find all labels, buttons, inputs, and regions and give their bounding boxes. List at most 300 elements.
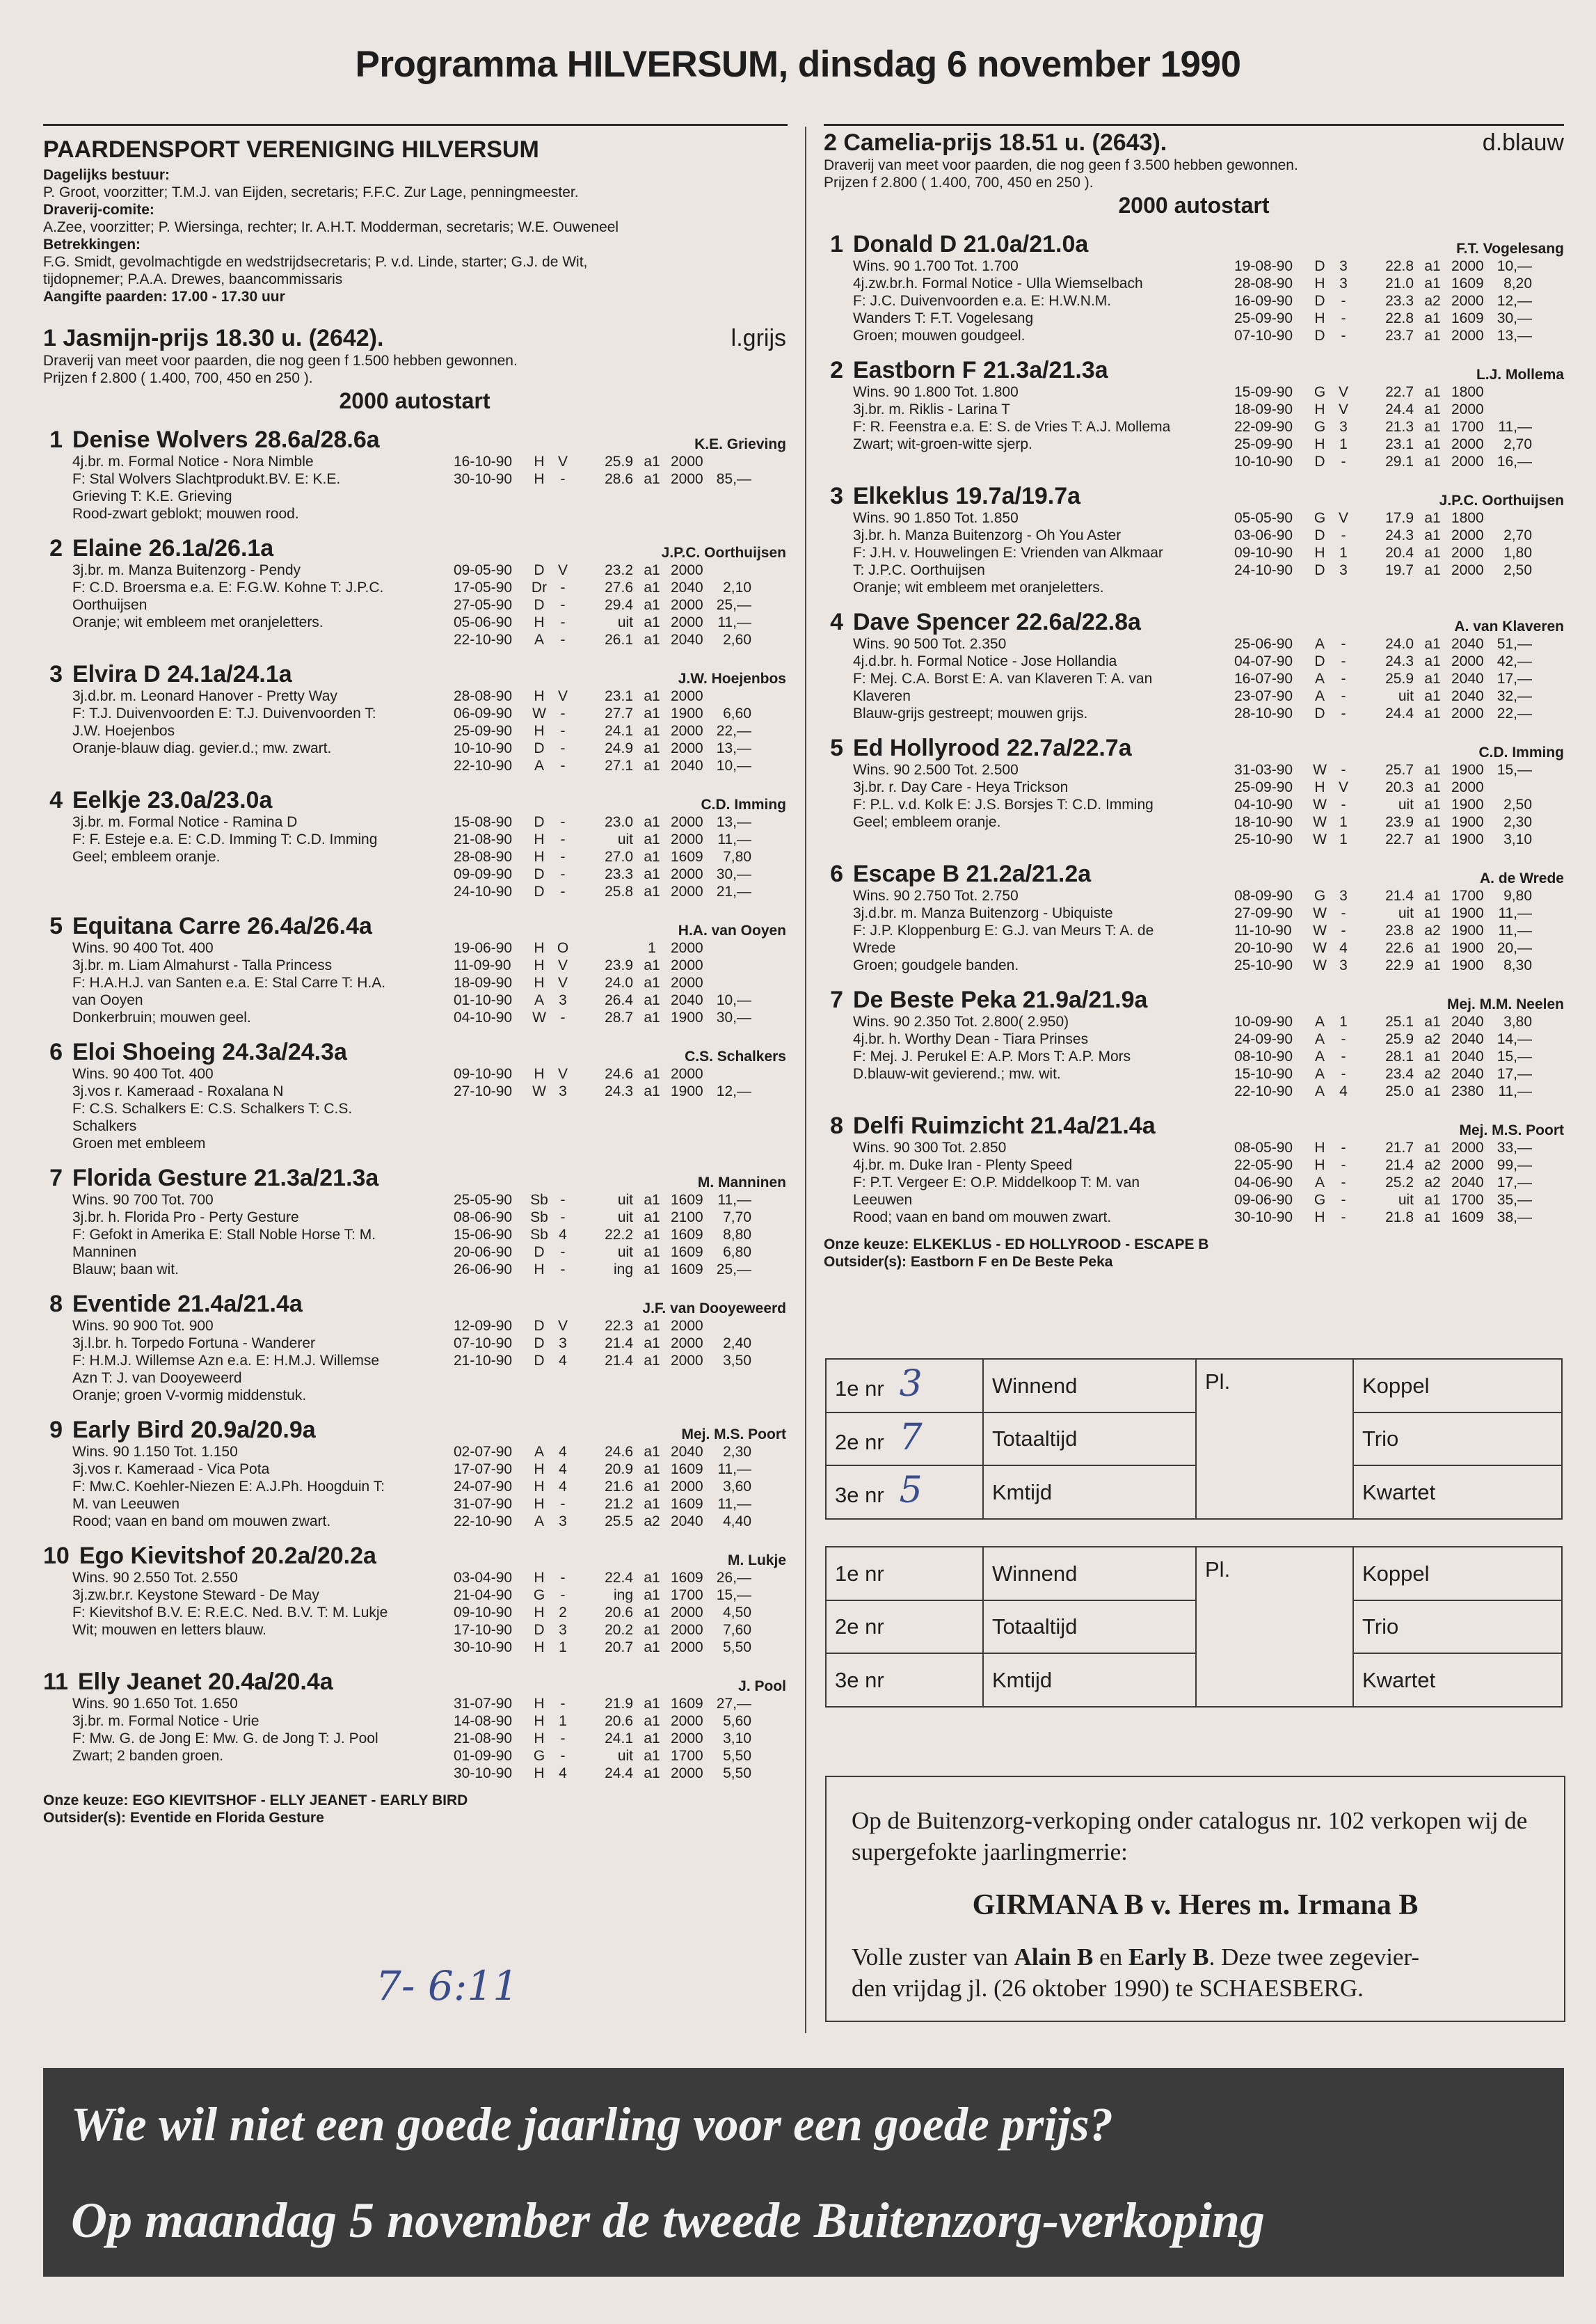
horse-info: [72, 813, 454, 900]
form-cell: 9,80: [1503, 888, 1532, 904]
form-cell: 4: [1339, 940, 1348, 956]
form-cell: 24-09-90: [1234, 1031, 1293, 1047]
scorecard-row: [826, 1653, 1562, 1707]
form-cell: 31-07-90: [454, 1696, 513, 1712]
form-cell: uit: [1398, 1192, 1414, 1208]
form-cell: [576, 1730, 591, 1747]
form-cell: [1357, 453, 1372, 470]
race-2: [824, 129, 1564, 1271]
form-row: [1234, 383, 1532, 401]
form-cell: [576, 687, 591, 705]
horse-entry: [43, 1543, 786, 1656]
form-cell: a1: [644, 1444, 660, 1460]
horse-entry: [824, 609, 1564, 722]
form-cell: [1487, 509, 1532, 527]
form-cell: a1: [1424, 1209, 1441, 1225]
form-cell: 08-06-90: [454, 1209, 513, 1225]
form-cell: 28-08-90: [454, 849, 513, 865]
form-cell: 22,—: [1497, 706, 1532, 722]
form-cell: 25.1: [1385, 1014, 1414, 1030]
form-cell: 24.9: [605, 740, 633, 756]
form-cell: 23-07-90: [1234, 688, 1293, 704]
form-cell: A: [1314, 636, 1325, 652]
form-cell: 01-09-90: [454, 1748, 513, 1764]
form-cell: 17-10-90: [454, 1622, 513, 1638]
form-cell: 24-07-90: [454, 1479, 513, 1495]
form-cell: 22.6: [1385, 940, 1414, 956]
form-cell: A: [1314, 1049, 1325, 1065]
form-cell: -: [560, 1244, 566, 1260]
form-cell: V: [557, 1318, 568, 1334]
form-cell: 24-10-90: [1234, 562, 1293, 578]
horse-trainer: J.P.C. Oorthuijsen: [661, 545, 786, 561]
horse-info-line: 3j.br. m. Riklis - Larina T: [853, 401, 1011, 417]
form-cell: [1357, 779, 1372, 796]
form-row: [1234, 761, 1532, 779]
form-cell: a1: [1424, 527, 1441, 543]
form-row: [454, 1765, 751, 1782]
horse-info-line: Blauw-grijs gestreept; mouwen grijs.: [853, 706, 1088, 722]
form-cell: 2000: [671, 614, 703, 630]
horse-name-text: Early Bird 20.9a/20.9a: [72, 1417, 316, 1443]
form-cell: 4: [559, 1479, 567, 1495]
form-cell: 22.4: [605, 1570, 633, 1586]
form-cell: -: [560, 471, 566, 487]
horse-info-line: Wins. 90 1.150 Tot. 1.150: [72, 1444, 238, 1460]
form-cell: 15-09-90: [1234, 384, 1293, 400]
form-cell: 2040: [1451, 1175, 1484, 1191]
form-cell: 3: [1339, 957, 1348, 973]
form-row: [1234, 1156, 1532, 1174]
form-row: [1234, 275, 1532, 292]
horse-form: [454, 687, 751, 774]
horse-info-line: F: H.A.H.J. van Santen e.a. E: Stal Carre T: H.A.: [72, 975, 386, 991]
form-cell: 3,60: [723, 1479, 751, 1495]
form-cell: [1357, 1209, 1372, 1226]
form-cell: a1: [644, 1244, 660, 1260]
horse-info-line: 3j.br. h. Florida Pro - Perty Gesture: [72, 1209, 299, 1225]
form-cell: [1357, 939, 1372, 957]
horse-name: [43, 1543, 376, 1569]
form-cell: H: [1314, 276, 1325, 292]
scorecard-position-label: 2e nr: [835, 1614, 884, 1639]
form-cell: [1357, 1156, 1372, 1174]
form-cell: [576, 1261, 591, 1278]
form-cell: -: [1341, 310, 1346, 326]
form-cell: 1900: [671, 1010, 703, 1026]
form-row: [1234, 1083, 1532, 1100]
form-cell: a1: [644, 1605, 660, 1621]
form-cell: a1: [644, 1587, 660, 1603]
form-cell: [1357, 562, 1372, 579]
form-cell: 3: [1339, 562, 1348, 578]
form-cell: H: [1314, 1157, 1325, 1173]
form-row: [454, 1335, 751, 1352]
form-cell: uit: [617, 1244, 633, 1260]
form-cell: a1: [1424, 957, 1441, 973]
horse-info-line: F: C.D. Broersma e.a. E: F.G.W. Kohne T: J.P.C.: [72, 580, 384, 596]
form-cell: 3: [559, 1513, 567, 1529]
form-cell: A: [1314, 1175, 1325, 1191]
horse-body: [43, 562, 786, 648]
horse-number: 3: [49, 661, 63, 687]
form-cell: 21.7: [1385, 1140, 1414, 1156]
form-cell: 19-08-90: [1234, 258, 1293, 274]
form-cell: 21.2: [605, 1496, 633, 1512]
form-cell: 7,70: [723, 1209, 751, 1225]
form-cell: -: [1341, 706, 1346, 722]
form-cell: 29.1: [1385, 454, 1414, 470]
form-row: [454, 1317, 751, 1335]
form-cell: 10,—: [1497, 258, 1532, 274]
form-cell: 3: [559, 1335, 567, 1351]
form-cell: H: [534, 614, 545, 630]
form-cell: G: [1314, 888, 1326, 904]
form-cell: 25-05-90: [454, 1192, 513, 1208]
form-cell: H: [1314, 1140, 1325, 1156]
handwritten-number: 5: [899, 1470, 923, 1511]
form-cell: 24.0: [605, 975, 633, 991]
outsiders: Outsider(s): Eastborn F en De Beste Peka: [824, 1254, 1113, 1270]
form-cell: 2000: [1451, 562, 1484, 578]
form-cell: -: [1341, 1157, 1346, 1173]
horse-info-line: Wins. 90 1.650 Tot. 1.650: [72, 1696, 238, 1712]
form-cell: 16-09-90: [1234, 293, 1293, 309]
horse-info-line: Donkerbruin; mouwen geel.: [72, 1010, 251, 1026]
form-cell: [576, 1352, 591, 1369]
form-cell: 20.2: [605, 1622, 633, 1638]
form-cell: [576, 596, 591, 614]
form-cell: -: [1341, 1049, 1346, 1065]
horse-info-line: F: Mw. G. de Jong E: Mw. G. de Jong T: J. Pool: [72, 1730, 378, 1746]
form-cell: a1: [644, 1765, 660, 1781]
form-cell: a1: [1424, 940, 1441, 956]
horse-info-line: T: J.P.C. Oorthuijsen: [853, 562, 985, 578]
form-cell: a1: [1424, 706, 1441, 722]
horse-number: 7: [830, 987, 843, 1013]
form-row: [1234, 327, 1532, 344]
form-cell: 26.4: [605, 992, 633, 1008]
form-cell: 7,80: [723, 849, 751, 865]
form-cell: 2040: [671, 1513, 703, 1529]
form-cell: 17,—: [1497, 1066, 1532, 1082]
form-cell: [1357, 957, 1372, 974]
form-row: [454, 1747, 751, 1765]
form-cell: [1357, 527, 1372, 544]
form-cell: 3: [559, 992, 567, 1008]
form-cell: 11,—: [1498, 419, 1532, 435]
form-cell: uit: [617, 614, 633, 630]
form-cell: 1: [1339, 545, 1348, 561]
horse-info-line: F: F. Esteje e.a. E: C.D. Imming T: C.D. Imming: [72, 831, 378, 847]
form-row: [454, 957, 751, 974]
form-row: [1234, 1013, 1532, 1030]
form-cell: a1: [644, 723, 660, 739]
race-title: 2 Camelia-prijs 18.51 u. (2643).: [824, 129, 1167, 156]
form-row: [1234, 1065, 1532, 1083]
horse-info-line: J.W. Hoejenbos: [72, 723, 175, 739]
horse-number: 10: [43, 1543, 70, 1569]
form-cell: a1: [644, 1479, 660, 1495]
form-cell: 30,—: [1497, 310, 1532, 326]
form-cell: [576, 813, 591, 831]
form-cell: H: [1314, 401, 1325, 417]
form-cell: 24.3: [1385, 527, 1414, 543]
form-cell: D: [534, 1353, 545, 1369]
form-cell: 25.8: [605, 884, 633, 900]
form-cell: H: [534, 454, 545, 470]
form-cell: a1: [644, 992, 660, 1008]
form-cell: a1: [644, 1083, 660, 1099]
horse-name: [824, 483, 1080, 509]
form-cell: [576, 1191, 591, 1209]
form-cell: 14-08-90: [454, 1713, 513, 1729]
form-row: [454, 1639, 751, 1656]
horse-entry: [43, 1165, 786, 1278]
horse-number: 4: [830, 609, 843, 635]
horse-info-line: Wins. 90 400 Tot. 400: [72, 1066, 214, 1082]
form-cell: 21,—: [716, 884, 751, 900]
horse-info-line: Manninen: [72, 1244, 137, 1260]
form-cell: 07-10-90: [1234, 328, 1293, 344]
form-cell: a1: [1424, 436, 1441, 452]
form-cell: 04-10-90: [1234, 797, 1293, 813]
horse-name-text: Elly Jeanet 20.4a/20.4a: [77, 1669, 333, 1695]
form-cell: [576, 1065, 591, 1083]
form-cell: [1357, 383, 1372, 401]
form-cell: [1357, 1139, 1372, 1156]
form-cell: 2040: [1451, 1014, 1484, 1030]
horse-name: [824, 357, 1108, 383]
horse-name: [824, 1113, 1156, 1139]
horse-info-line: van Ooyen: [72, 992, 143, 1008]
horse-info-line: Groen met embleem: [72, 1136, 206, 1152]
form-cell: 13,—: [1497, 328, 1532, 344]
form-cell: a1: [1424, 384, 1441, 400]
form-row: [1234, 670, 1532, 687]
form-cell: a1: [1424, 510, 1441, 526]
form-cell: -: [1341, 1140, 1346, 1156]
form-cell: [1357, 1048, 1372, 1065]
form-cell: uit: [617, 1209, 633, 1225]
scorecard-bet: Kwartet: [1353, 1465, 1562, 1519]
horse-header: [43, 1165, 786, 1191]
form-cell: [1357, 761, 1372, 779]
form-cell: a1: [644, 632, 660, 648]
horse-form: [454, 1317, 751, 1404]
form-row: [454, 1495, 751, 1513]
association-line: P. Groot, voorzitter; T.M.J. van Eijden, secretaris; F.F.C. Zur Lage, penningmeester.: [43, 184, 579, 200]
scorecard-position-label: 3e nr: [835, 1667, 884, 1692]
form-cell: -: [1341, 1175, 1346, 1191]
form-row: [1234, 257, 1532, 275]
form-row: [454, 1712, 751, 1730]
form-cell: -: [560, 1262, 566, 1278]
form-cell: 1: [559, 1639, 567, 1655]
form-cell: A: [534, 1513, 544, 1529]
form-cell: W: [1313, 762, 1327, 778]
horse-info-line: F: Stal Wolvers Slachtprodukt.BV. E: K.E.: [72, 471, 341, 487]
form-cell: V: [1338, 384, 1348, 400]
form-cell: 3,10: [1503, 831, 1532, 847]
horse-info-line: Rood-zwart geblokt; mouwen rood.: [72, 506, 299, 522]
horse-info-line: Rood; vaan en band om mouwen zwart.: [853, 1209, 1112, 1225]
form-cell: -: [560, 849, 566, 865]
horse-name-text: Elaine 26.1a/26.1a: [72, 535, 274, 562]
horse-info: [72, 1443, 454, 1530]
horse-form: [454, 1695, 751, 1782]
form-cell: 5,60: [723, 1713, 751, 1729]
form-cell: a1: [644, 1748, 660, 1764]
form-cell: [1357, 1030, 1372, 1048]
form-cell: 3: [1339, 419, 1348, 435]
form-cell: -: [560, 597, 566, 613]
form-cell: 15-08-90: [454, 814, 513, 830]
form-cell: 2: [559, 1605, 567, 1621]
horse-body: [824, 635, 1564, 722]
form-cell: 24-10-90: [454, 884, 513, 900]
horse-name: [824, 231, 1088, 257]
horse-form: [1234, 257, 1532, 344]
form-cell: 27-09-90: [1234, 905, 1293, 921]
form-cell: a1: [1424, 1014, 1441, 1030]
form-cell: 1900: [1451, 814, 1484, 830]
form-row: [1234, 544, 1532, 562]
form-cell: W: [1313, 940, 1327, 956]
form-cell: 26-06-90: [454, 1262, 513, 1278]
form-cell: 09-05-90: [454, 562, 513, 578]
form-cell: a1: [1424, 419, 1441, 435]
form-cell: 1900: [671, 1083, 703, 1099]
form-row: [1234, 687, 1532, 705]
horse-entry: [43, 1039, 786, 1152]
form-cell: 4: [1339, 1083, 1348, 1099]
form-cell: [576, 1226, 591, 1243]
form-cell: G: [533, 1587, 545, 1603]
form-cell: 30-10-90: [454, 471, 513, 487]
form-cell: H: [534, 1730, 545, 1746]
horse-header: [824, 1113, 1564, 1139]
horse-name-text: Eventide 21.4a/21.4a: [72, 1291, 303, 1317]
form-cell: 2000: [671, 866, 703, 882]
form-cell: -: [1341, 328, 1346, 344]
form-cell: 2000: [1451, 527, 1484, 543]
right-column: [824, 129, 1564, 1271]
form-cell: 1900: [1451, 797, 1484, 813]
form-cell: 4: [559, 1353, 567, 1369]
form-cell: [576, 722, 591, 740]
horse-body: [43, 453, 786, 523]
form-cell: 20-06-90: [454, 1244, 513, 1260]
horse-info-line: 4j.d.br. h. Formal Notice - Jose Hollandia: [853, 653, 1117, 669]
form-row: [1234, 922, 1532, 939]
form-cell: 24.4: [605, 1765, 633, 1781]
scorecard-row: [826, 1359, 1562, 1412]
form-cell: 2040: [1451, 636, 1484, 652]
form-cell: O: [557, 940, 569, 956]
form-cell: [1357, 1191, 1372, 1209]
form-cell: 2,50: [1503, 797, 1532, 813]
form-cell: 23.2: [605, 562, 633, 578]
form-cell: [1357, 670, 1372, 687]
form-cell: 17-05-90: [454, 580, 513, 596]
horse-name: [43, 535, 273, 562]
form-cell: a1: [644, 866, 660, 882]
form-row: [1234, 310, 1532, 327]
form-cell: a1: [644, 1262, 660, 1278]
form-cell: a1: [1424, 454, 1441, 470]
form-cell: 21.4: [1385, 1157, 1414, 1173]
form-cell: [1357, 831, 1372, 848]
form-cell: H: [534, 1496, 545, 1512]
form-cell: 2,70: [1503, 436, 1532, 452]
form-cell: 1900: [1451, 905, 1484, 921]
form-cell: A: [1314, 1031, 1325, 1047]
form-cell: 20-10-90: [1234, 940, 1293, 956]
form-cell: 07-10-90: [454, 1335, 513, 1351]
form-cell: 22.8: [1385, 310, 1414, 326]
ad-text-line: Volle zuster van Alain B en Early B. Deze twee zegevier-: [852, 1943, 1420, 1971]
form-cell: 13,—: [716, 740, 751, 756]
form-cell: 1609: [671, 1192, 703, 1208]
form-cell: W: [532, 706, 546, 722]
form-cell: D: [1314, 258, 1325, 274]
form-row: [1234, 1174, 1532, 1191]
form-cell: [576, 1765, 591, 1782]
form-cell: V: [1338, 510, 1348, 526]
form-row: [1234, 436, 1532, 453]
form-cell: V: [557, 1066, 568, 1082]
form-cell: a1: [644, 957, 660, 973]
scorecard-pl: Pl.: [1196, 1547, 1353, 1600]
form-cell: [1357, 1083, 1372, 1100]
form-cell: 10-09-90: [1234, 1014, 1293, 1030]
form-cell: G: [1314, 419, 1326, 435]
form-cell: 23.1: [1385, 436, 1414, 452]
form-cell: 21.6: [605, 1479, 633, 1495]
form-cell: a1: [644, 1461, 660, 1477]
horse-info-line: F: Mej. C.A. Borst E: A. van Klaveren T: A. van: [853, 671, 1153, 687]
horse-info-line: Azn T: J. van Dooyeweerd: [72, 1370, 242, 1386]
form-cell: [1357, 418, 1372, 436]
form-cell: a1: [1424, 328, 1441, 344]
form-cell: 25-10-90: [1234, 831, 1293, 847]
form-row: [1234, 1191, 1532, 1209]
form-cell: 25-06-90: [1234, 636, 1293, 652]
form-cell: a2: [1424, 1031, 1441, 1047]
sale-advertisement: [825, 1776, 1565, 2022]
form-cell: H: [534, 957, 545, 973]
form-cell: 1609: [1451, 276, 1484, 292]
form-cell: uit: [617, 1748, 633, 1764]
form-cell: 22-09-90: [1234, 419, 1293, 435]
form-cell: 25.9: [605, 454, 633, 470]
form-cell: 3: [1339, 276, 1348, 292]
horse-name: [43, 1039, 347, 1065]
form-cell: 30,—: [716, 866, 751, 882]
form-row: [1234, 527, 1532, 544]
horse-trainer: F.T. Vogelesang: [1456, 241, 1564, 257]
form-cell: 30,—: [716, 1010, 751, 1026]
association-line: Dagelijks bestuur:: [43, 167, 170, 183]
race-color: d.blauw: [1482, 129, 1564, 156]
scorecard-row: [826, 1600, 1562, 1653]
form-cell: 2000: [671, 723, 703, 739]
form-cell: 16-07-90: [1234, 671, 1293, 687]
horse-body: [824, 761, 1564, 848]
form-cell: a1: [1424, 545, 1441, 561]
form-cell: a1: [644, 1227, 660, 1243]
